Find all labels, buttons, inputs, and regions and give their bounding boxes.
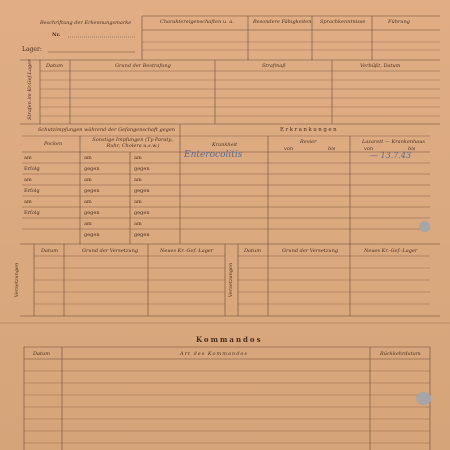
punish-col-measure: Strafmaß bbox=[262, 63, 286, 69]
col-conduct: Führung bbox=[388, 19, 410, 25]
punch-hole-upper bbox=[419, 221, 430, 232]
vaccination-cell: am bbox=[24, 155, 32, 161]
vaccination-cell: am bbox=[24, 199, 32, 205]
vaccination-cell: am bbox=[84, 177, 92, 183]
transfer-col-reason-right: Grund der Versetzung bbox=[282, 248, 339, 254]
vaccination-cell: am bbox=[134, 221, 142, 227]
vaccination-cell: am bbox=[84, 221, 92, 227]
transfer-col-date-right: Datum bbox=[244, 248, 261, 254]
vaccination-cell: am bbox=[134, 199, 142, 205]
vaccination-cell: am bbox=[134, 177, 142, 183]
vaccination-cell: gegen bbox=[84, 188, 100, 194]
transfer-col-reason-left: Grund der Versetzung bbox=[82, 248, 139, 254]
illness-col-revier-to: bis bbox=[328, 146, 336, 152]
transfer-col-camp-right: Neues Kr.-Gef.-Lager bbox=[364, 248, 418, 254]
illness-col-revier: Revier bbox=[300, 139, 317, 145]
transfer-col-date-left: Datum bbox=[41, 248, 58, 254]
col-traits: Charaktereigenschaften u. a. bbox=[160, 19, 234, 25]
kommando-col-date: Datum bbox=[33, 351, 50, 357]
vaccination-cell: am bbox=[24, 177, 32, 183]
vaccination-cell: am bbox=[84, 155, 92, 161]
vaccination-cell: gegen bbox=[84, 166, 100, 172]
lager-label: Lager: bbox=[22, 46, 42, 53]
col-languages: Sprachkenntnisse bbox=[320, 19, 366, 25]
vaccination-title: Schutzimpfungen während der Gefangenschaft gegen bbox=[38, 127, 176, 133]
illness-title: Erkrankungen bbox=[280, 127, 339, 133]
punish-col-date: Datum bbox=[46, 63, 63, 69]
punch-hole-lower bbox=[416, 392, 431, 405]
vaccination-cell: Erfolg bbox=[24, 166, 40, 172]
vaccination-cell: Erfolg bbox=[24, 210, 40, 216]
illness-col-revier-from: von bbox=[284, 146, 294, 152]
vacc-col-other: Sonstige Impfungen (Ty-Paraty., Ruhr, Cholera u.s.w.) bbox=[92, 137, 174, 149]
transfers-side-label-right: Versetzungen bbox=[228, 262, 234, 298]
vaccination-cell: gegen bbox=[84, 232, 100, 238]
vacc-col-smallpox: Pocken bbox=[44, 141, 63, 147]
illness-col-hospital-to: bis bbox=[408, 146, 416, 152]
vaccination-cell: gegen bbox=[134, 210, 150, 216]
illness-col-illness: Krankheit bbox=[212, 142, 238, 148]
vaccination-cell: gegen bbox=[84, 210, 100, 216]
punish-col-served: Verbüßt, Datum bbox=[360, 63, 401, 69]
vaccination-cell: Erfolg bbox=[24, 188, 40, 194]
vaccination-cell: am bbox=[84, 199, 92, 205]
hospital-date-handwritten: — 13.7.43 bbox=[370, 151, 412, 160]
punishments-side-label: Strafen im Kr.Gef.Lager bbox=[27, 59, 33, 120]
illness-col-hospital: Lazarett — Krankenhaus bbox=[362, 139, 425, 145]
vaccination-cell: am bbox=[134, 155, 142, 161]
id-tag-label: Beschriftung der Erkennungsmarke bbox=[40, 20, 132, 26]
col-abilities: Besondere Fähigkeiten bbox=[253, 19, 312, 25]
transfers-side-label-left: Versetzungen bbox=[14, 262, 20, 298]
kommandos-title: Kommandos bbox=[196, 335, 263, 344]
vaccination-cell: gegen bbox=[134, 188, 150, 194]
punish-col-reason: Grund der Bestrafung bbox=[115, 63, 171, 69]
vaccination-cell: gegen bbox=[134, 232, 150, 238]
nr-label: Nr. bbox=[52, 32, 61, 38]
illness-entry-handwritten: Enterocolitis bbox=[184, 150, 243, 160]
kommando-col-return: Rückkehrdatum bbox=[380, 351, 421, 357]
vaccination-cell: gegen bbox=[134, 166, 150, 172]
illness-col-hospital-from: von bbox=[364, 146, 374, 152]
kommando-col-type: Art des Kommandos bbox=[180, 351, 248, 357]
transfer-col-camp-left: Neues Kr.-Gef.-Lager bbox=[160, 248, 214, 254]
